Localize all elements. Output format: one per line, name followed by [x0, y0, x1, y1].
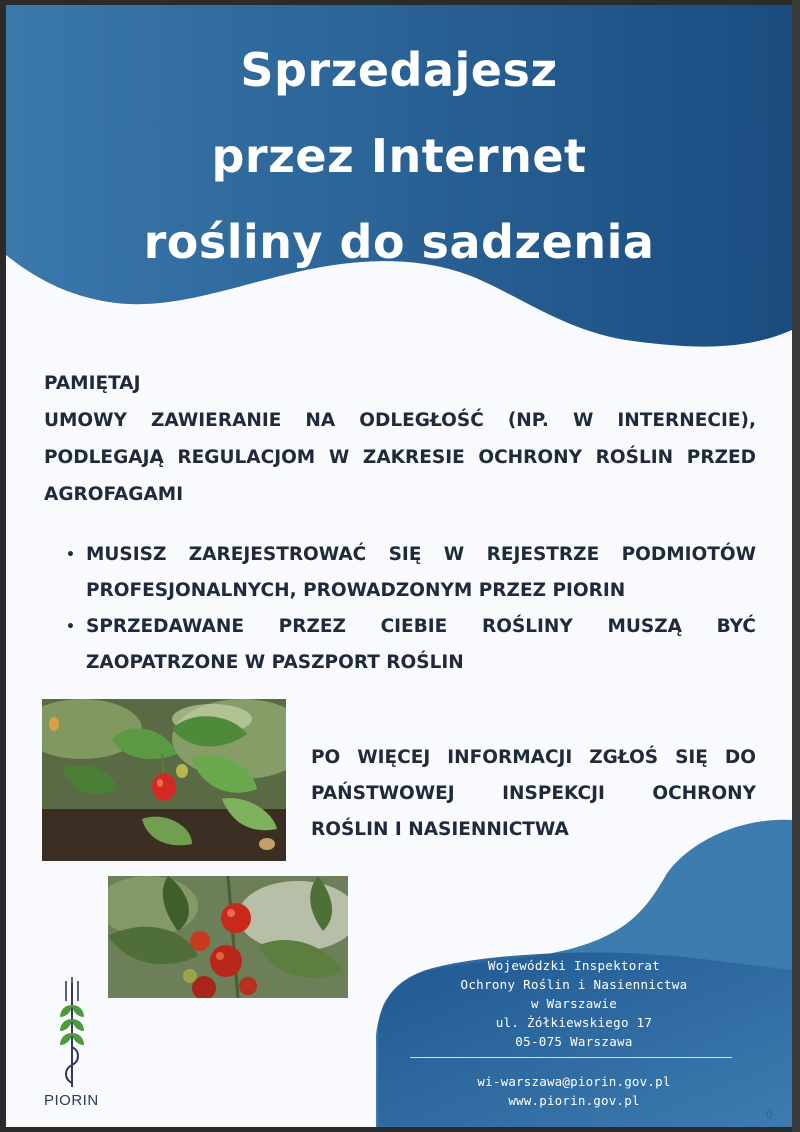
- poster-page: [6, 5, 792, 1127]
- list-item: • SPRZEDAWANE PRZEZ CIEBIE ROŚLINY MUSZĄ BYĆ ZAOPATRZONE W PASZPORT ROŚLIN: [66, 609, 756, 681]
- intro-heading: PAMIĘTAJ: [44, 373, 141, 394]
- info-text: PO WIĘCEJ INFORMACJI ZGŁOŚ SIĘ DO PAŃSTWOWEJ INSPEKCJI OCHRONY ROŚLIN I NASIENNICTWA: [311, 747, 756, 840]
- intro-block: [44, 365, 756, 513]
- address-line-4: ul. Żółkiewskiego 17: [495, 1015, 653, 1030]
- tomato-photo: [108, 876, 348, 998]
- viewer-edge: [792, 0, 800, 1132]
- address-line-1: Wojewódzki Inspektorat: [487, 958, 661, 973]
- contact-info: [404, 1072, 744, 1110]
- institution-address: [404, 956, 744, 1051]
- title-line-3: rośliny do sadzenia: [143, 215, 655, 269]
- address-line-5: 05-075 Warszawa: [515, 1034, 633, 1049]
- intro-text: UMOWY ZAWIERANIE NA ODLEGŁOŚĆ (NP. W INTERNECIE), PODLEGAJĄ REGULACJOM W ZAKRESIE OCHRONY ROŚLIN PRZED AGROFAGAMI: [44, 410, 756, 505]
- piorin-logo: [44, 975, 104, 1115]
- address-line-2: Ochrony Roślin i Nasiennictwa: [460, 977, 688, 992]
- contact-divider: [410, 1057, 732, 1058]
- requirements-list: [66, 537, 756, 681]
- website-link[interactable]: www.piorin.gov.pl: [508, 1093, 640, 1108]
- title-line-1: Sprzedajesz: [240, 43, 558, 97]
- logo-text: PIORIN: [44, 1092, 99, 1109]
- address-line-3: w Warszawie: [530, 996, 618, 1011]
- poster-title: [6, 27, 792, 285]
- wheat-serpent-icon: [52, 975, 92, 1095]
- strawberry-photo: [42, 699, 286, 861]
- email-link[interactable]: wi-warszawa@piorin.gov.pl: [477, 1074, 671, 1089]
- list-item: • MUSISZ ZAREJESTROWAĆ SIĘ W REJESTRZE PODMIOTÓW PROFESJONALNYCH, PROWADZONYM PRZEZ PIORIN: [66, 537, 756, 609]
- page-number: 0: [766, 1109, 773, 1121]
- title-line-2: przez Internet: [211, 129, 587, 183]
